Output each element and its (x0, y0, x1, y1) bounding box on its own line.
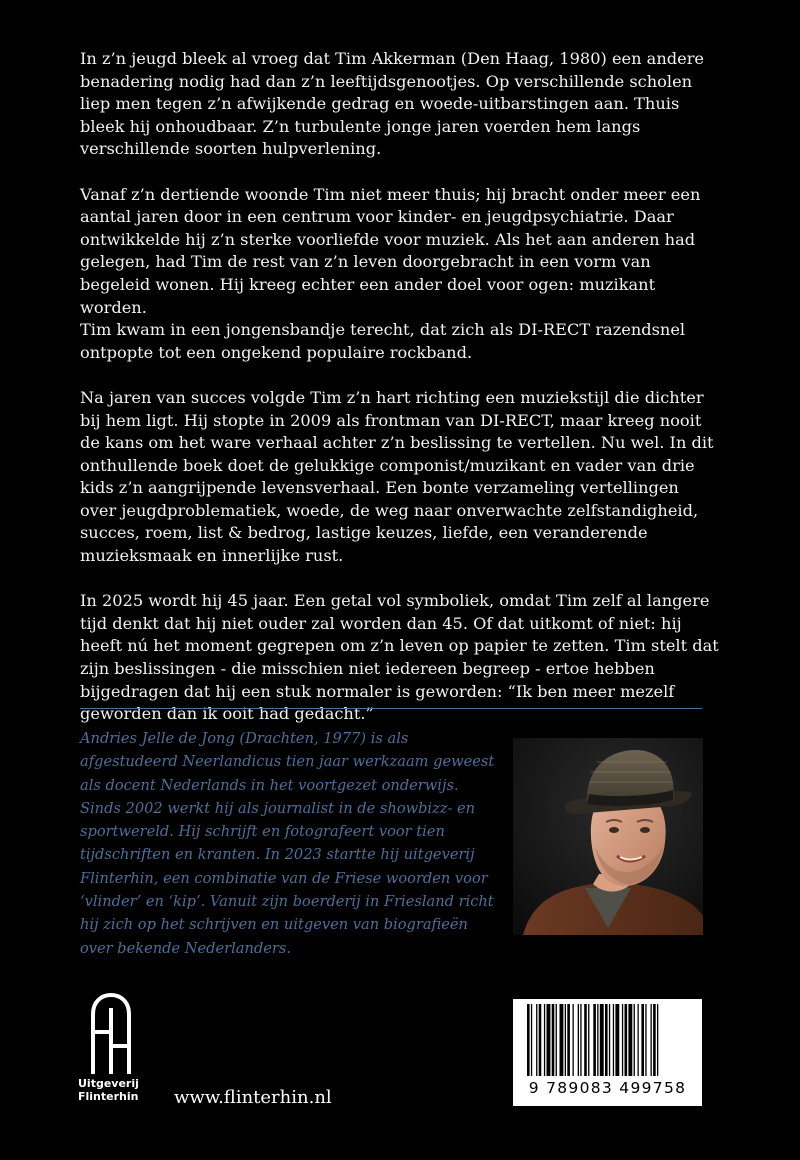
barcode-bar (634, 1004, 635, 1076)
barcode-bar (625, 1004, 628, 1076)
barcode-bar (641, 1004, 644, 1076)
barcode-bar (527, 1004, 530, 1076)
barcode-bar (622, 1004, 623, 1076)
barcode-bar (609, 1004, 610, 1076)
author-bio: Andries Jelle de Jong (Drachten, 1977) is als afgestudeerd Neerlandicus tien jaar werkzaam geweest als docent Nederlands in het voortgezet onderwijs. Sinds 2002 werkt hij als journalist in de showbizz- en sportwereld. Hij schrijft en fotografeert voor tien tijdschriften en kranten. In 2023 startte hij uitgeverij Flinterhin, een combinatie van de Friese woorden voor ‘vlinder’ en ‘kip’. Vanuit zijn boerderij in Friesland richt hij zich op het schrijven en uitgeven van biografieën over bekende Nederlanders. (80, 730, 495, 957)
barcode-bars (513, 999, 702, 1079)
barcode-bar (593, 1004, 596, 1076)
blurb-paragraph-4: In 2025 wordt hij 45 jaar. Een getal vol symboliek, omdat Tim zelf al langere tijd denkt dat hij niet ouder zal worden dan 45. Of dat uitkomt of niet: hij heeft nú het moment gegrepen om z’n leven op papier te zetten. Tim stelt dat zijn beslissingen - die misschien niet iedereen begreep - ertoe hebben bijgedragen dat hij een stuk normaler is geworden: “Ik ben meer mezelf geworden dan ik ooit had gedacht.” (80, 591, 719, 724)
barcode-bar (651, 1004, 652, 1076)
barcode-bar (605, 1004, 608, 1076)
publisher-name (78, 1077, 139, 1103)
barcode-bar (584, 1004, 587, 1076)
barcode-bar (645, 1004, 646, 1076)
barcode-bar (597, 1004, 598, 1076)
barcode-bar (547, 1004, 551, 1076)
isbn-number: 9 789083 499758 (528, 1079, 687, 1097)
barcode-bar (531, 1004, 532, 1076)
barcode-bar (556, 1004, 557, 1076)
barcode-bar (657, 1004, 658, 1076)
section-divider (80, 708, 702, 709)
barcode-bar (613, 1004, 614, 1076)
blurb-paragraph-1: In z’n jeugd bleek al vroeg dat Tim Akkerman (Den Haag, 1980) een andere benadering nodig had dan z’n leeftijdsgenootjes. Op verschillende scholen liep men tegen z’n afwijkende gedrag en woede-uitbarstingen aan. Thuis bleek hij onhoudbaar. Z’n turbulente jonge jaren voerden hem langs verschillende soorten hulpverlening. (80, 49, 705, 159)
barcode-bar (615, 1004, 619, 1076)
barcode-bar (565, 1004, 566, 1076)
barcode-bar (552, 1004, 555, 1076)
publisher-website[interactable]: www.flinterhin.nl (174, 1087, 332, 1108)
blurb-paragraph-2: Vanaf z’n dertiende woonde Tim niet meer thuis; hij bracht onder meer een aantal jaren door in een centrum voor kinder- en jeugdpsychiatrie. Daar ontwikkelde hij z’n sterke voorliefde voor muziek. Als het aan anderen had gelegen, had Tim de rest van z’n leven doorgebracht in een vorm van begeleid wonen. Hij kreeg echter een ander doel voor ogen: muzikant worden. Tim kwam in een jongensbandje terecht, dat zich als DI-RECT razendsnel ontpopte tot een ongekend populaire rockband. (80, 184, 701, 362)
barcode-bar (573, 1004, 574, 1076)
barcode-bar (600, 1004, 604, 1076)
barcode-bar (588, 1004, 589, 1076)
barcode-bar (638, 1004, 639, 1076)
publisher-name-line1: Uitgeverij (78, 1077, 139, 1090)
barcode-bar (567, 1004, 570, 1076)
publisher-logo-icon (87, 992, 135, 1074)
barcode-bar (578, 1004, 579, 1076)
book-blurb (80, 48, 720, 748)
author-photo (513, 738, 703, 935)
isbn-barcode (513, 999, 702, 1106)
barcode-bar (628, 1004, 632, 1076)
barcode-bar (544, 1004, 545, 1076)
barcode-bar (560, 1004, 564, 1076)
barcode-bar (580, 1004, 581, 1076)
publisher-name-line2: Flinterhin (78, 1090, 139, 1103)
barcode-bar (539, 1004, 542, 1076)
blurb-paragraph-3: Na jaren van succes volgde Tim z’n hart richting een muziekstijl die dichter bij hem ligt. Hij stopte in 2009 als frontman van DI-RECT, maar kreeg nooit de kans om het ware verhaal achter z’n beslissing te vertellen. Nu wel. In dit onthullende boek doet de gelukkige componist/muzikant en vader van drie kids z’n aangrijpende levensverhaal. Een bonte verzameling vertellingen over jeugdproblematiek, woede, de weg naar onverwachte zelfstandigheid, succes, roem, list & bedrog, lastige keuzes, liefde, een veranderende muzieksmaak en innerlijke rust. (80, 387, 714, 566)
barcode-bar (653, 1004, 656, 1076)
barcode-bar (536, 1004, 537, 1076)
publisher-logo (78, 992, 148, 1112)
